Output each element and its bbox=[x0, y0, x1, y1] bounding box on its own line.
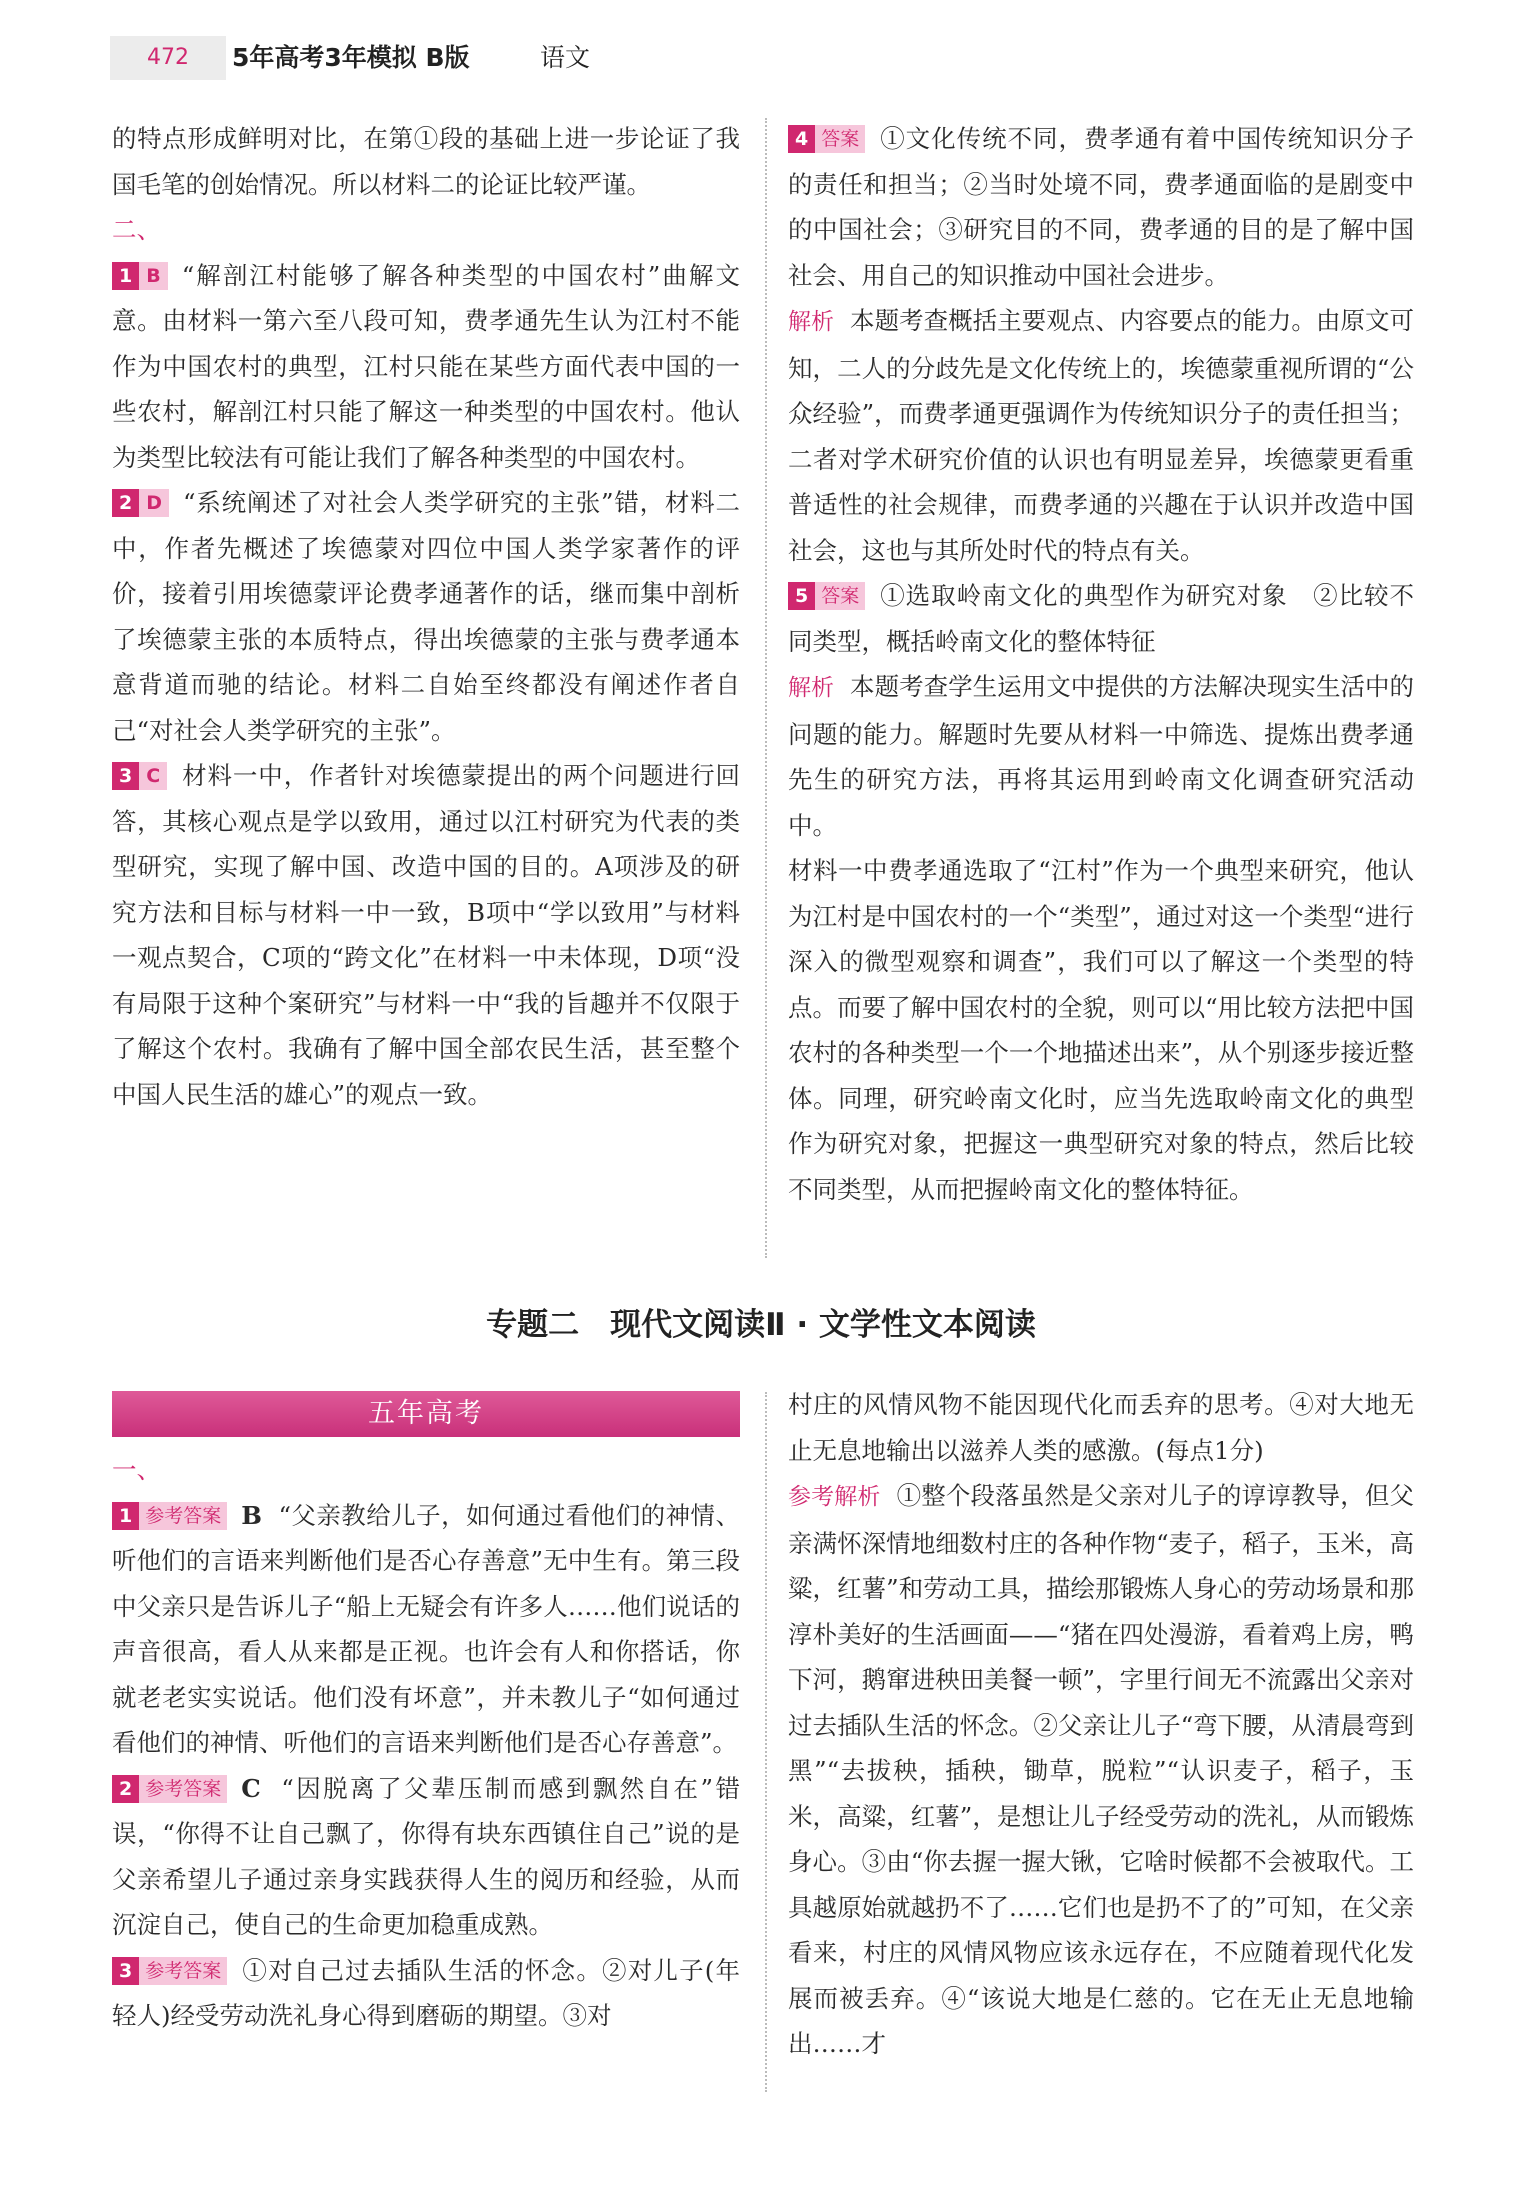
continued-paragraph: 的特点形成鲜明对比，在第①段的基础上进一步论证了我国毛笔的创始情况。所以材料二的论证比较严谨。 bbox=[112, 124, 740, 199]
analysis-label: 解析 bbox=[788, 675, 835, 701]
answer-text: “因脱离了父辈压制而感到飘然自在”错误，“你得不让自己飘了，你得有块东西镇住自己”说的是父亲希望儿子通过亲身实践获得人生的阅历和经验，从而沉淀自己，使自己的生命更加稳重成熟。 bbox=[112, 1773, 740, 1939]
analysis-text: ①整个段落虽然是父亲对儿子的谆谆教导，但父亲满怀深情地细数村庄的各种作物“麦子，稻子，玉米，高粱，红薯”和劳动工具，描绘那锻炼人身心的劳动场景和那淳朴美好的生活画面——“猪在四处漫游，看着鸡上房，鸭下河，鹅窜进秧田美餐一顿”，字里行间无不流露出父亲对过去插队生活的怀念。②父亲让儿子“弯下腰，从清晨弯到黑”“去拔秧，插秧，锄草，脱粒”“认识麦子，稻子，玉米，高粱，红薯”，是想让儿子经受劳动的洗礼，从而锻炼身心。③由“你去握一握大锹，它啥时候都不会被取代。工具越原始就越扔不了……它们也是扔不了的”可知，在父亲看来，村庄的风情风物应该永远存在，不应随着现代化发展而被丢弃。④“该说大地是仁慈的。它在无止无息地输出……才 bbox=[788, 1481, 1415, 2058]
answer-item-5 bbox=[788, 573, 1414, 664]
column-divider-bottom bbox=[765, 1392, 767, 2092]
answer-text: “解剖江村能够了解各种类型的中国农村”曲解文意。由材料一第六至八段可知，费孝通先生认为江村不能作为中国农村的典型，江村只能在某些方面代表中国的一些农村，解剖江村只能了解这一种类型的中国农村。他认为类型比较法有可能让我们了解各种类型的中国农村。 bbox=[112, 260, 740, 472]
answer-text: “系统阐述了对社会人类学研究的主张”错，材料二中，作者先概述了埃德蒙对四位中国人类学家著作的评价，接着引用埃德蒙评论费孝通著作的话，继而集中剖析了埃德蒙主张的本质特点，得出埃德蒙的主张与费孝通本意背道而驰的结论。材料二自始至终都没有阐述作者自己“对社会人类学研究的主张”。 bbox=[112, 488, 740, 745]
column-divider-top bbox=[765, 118, 767, 1258]
section-mark-two: 二、 bbox=[112, 215, 161, 244]
analysis-label: 参考解析 bbox=[788, 1484, 881, 1510]
ref-analysis-3 bbox=[788, 1473, 1414, 2067]
ref-answer-2 bbox=[112, 1766, 740, 1948]
analysis-text: 本题考查学生运用文中提供的方法解决现实生活中的问题的能力。解题时先要从材料一中筛选、提炼出费孝通先生的研究方法，再将其运用到岭南文化调查研究活动中。 bbox=[788, 672, 1415, 840]
book-title: 5年高考3年模拟 B版 bbox=[232, 43, 470, 72]
continued-answer-3: 村庄的风情风物不能因现代化而丢弃的思考。④对大地无止无息地输出以滋养人类的感激。(每点1分) bbox=[788, 1390, 1414, 1465]
answer-tag: 1 参考答案 bbox=[112, 1502, 227, 1530]
answer-tag: 4 答案 bbox=[788, 125, 865, 153]
answer-item-1 bbox=[112, 253, 740, 481]
answer-text: ①文化传统不同，费孝通有着中国传统知识分子的责任和担当；②当时处境不同，费孝通面临的是剧变中的中国社会；③研究目的不同，费孝通的目的是了解中国社会、用自己的知识推动中国社会进步。 bbox=[788, 124, 1414, 290]
answer-letter: B bbox=[241, 1500, 262, 1530]
book-subject: 语文 bbox=[540, 43, 591, 72]
analysis-5-extra: 材料一中费孝通选取了“江村”作为一个典型来研究，他认为江村是中国农村的一个“类型”，通过对这一个类型“进行深入的微型观察和调查”，我们可以了解这一个类型的特点。而要了解中国农村的全貌，则可以“用比较方法把中国农村的各种类型一个一个地描述出来”，从个别逐步接近整体。同理，研究岭南文化时，应当先选取岭南文化的典型作为研究对象，把握这一典型研究对象的特点，然后比较不同类型，从而把握岭南文化的整体特征。 bbox=[788, 856, 1414, 1204]
section-mark-one: 一、 bbox=[112, 1455, 161, 1484]
page-number: 472 bbox=[110, 36, 226, 80]
answer-item-4 bbox=[788, 116, 1414, 298]
answer-text: ①选取岭南文化的典型作为研究对象 ②比较不同类型，概括岭南文化的整体特征 bbox=[788, 581, 1414, 656]
answer-tag: 3 参考答案 bbox=[112, 1957, 227, 1985]
ref-answer-1 bbox=[112, 1493, 740, 1766]
answer-text: “父亲教给儿子，如何通过看他们的神情、听他们的言语来判断他们是否心存善意”无中生有。第三段中父亲只是告诉儿子“船上无疑会有许多人……他们说话的声音很高，看人从来都是正视。也许会有人和你搭话，你就老老实实说话。他们没有坏意”，并未教儿子“如何通过看他们的神情、听他们的言语来判断他们是否心存善意”。 bbox=[112, 1500, 740, 1757]
answer-item-2 bbox=[112, 480, 740, 753]
answer-item-3 bbox=[112, 753, 740, 1117]
answer-text: ①对自己过去插队生活的怀念。②对儿子(年轻人)经受劳动洗礼身心得到磨砺的期望。③对 bbox=[112, 1955, 740, 2030]
analysis-label: 解析 bbox=[788, 309, 835, 335]
analysis-text: 本题考查概括主要观点、内容要点的能力。由原文可知，二人的分歧先是文化传统上的，埃德蒙重视所谓的“公众经验”，而费孝通更强调作为传统知识分子的责任担当；二者对学术研究价值的认识也有明显差异，埃德蒙更看重普适性的社会规律，而费孝通的兴趣在于认识并改造中国社会，这也与其所处时代的特点有关。 bbox=[788, 306, 1415, 565]
bottom-right-column bbox=[788, 1382, 1414, 2067]
answer-tag: 5 答案 bbox=[788, 582, 865, 610]
page-header bbox=[0, 30, 1522, 86]
answer-tag: 2 参考答案 bbox=[112, 1775, 227, 1803]
answer-text: 材料一中，作者针对埃德蒙提出的两个问题进行回答，其核心观点是学以致用，通过以江村研究为代表的类型研究，实现了解中国、改造中国的目的。A项涉及的研究方法和目标与材料一中一致，B项中“学以致用”与材料一观点契合，C项的“跨文化”在材料一中未体现，D项“没有局限于这种个案研究”与材料一中“我的旨趣并不仅限于了解这个农村。我确有了解中国全部农民生活，甚至整个中国人民生活的雄心”的观点一致。 bbox=[112, 761, 740, 1109]
ref-answer-3 bbox=[112, 1948, 740, 2039]
bottom-left-column bbox=[112, 1447, 740, 2039]
top-right-column bbox=[788, 116, 1414, 1212]
analysis-4 bbox=[788, 298, 1414, 573]
section-title: 专题二 现代文阅读Ⅱ · 文学性文本阅读 bbox=[486, 1307, 1036, 1343]
answer-tag: 3 C bbox=[112, 762, 167, 790]
answer-tag: 1 B bbox=[112, 262, 168, 290]
top-left-column bbox=[112, 116, 740, 1117]
five-year-banner: 五年高考 bbox=[112, 1391, 740, 1437]
answer-tag: 2 D bbox=[112, 489, 169, 517]
analysis-5 bbox=[788, 664, 1414, 848]
answer-letter: C bbox=[241, 1773, 261, 1803]
